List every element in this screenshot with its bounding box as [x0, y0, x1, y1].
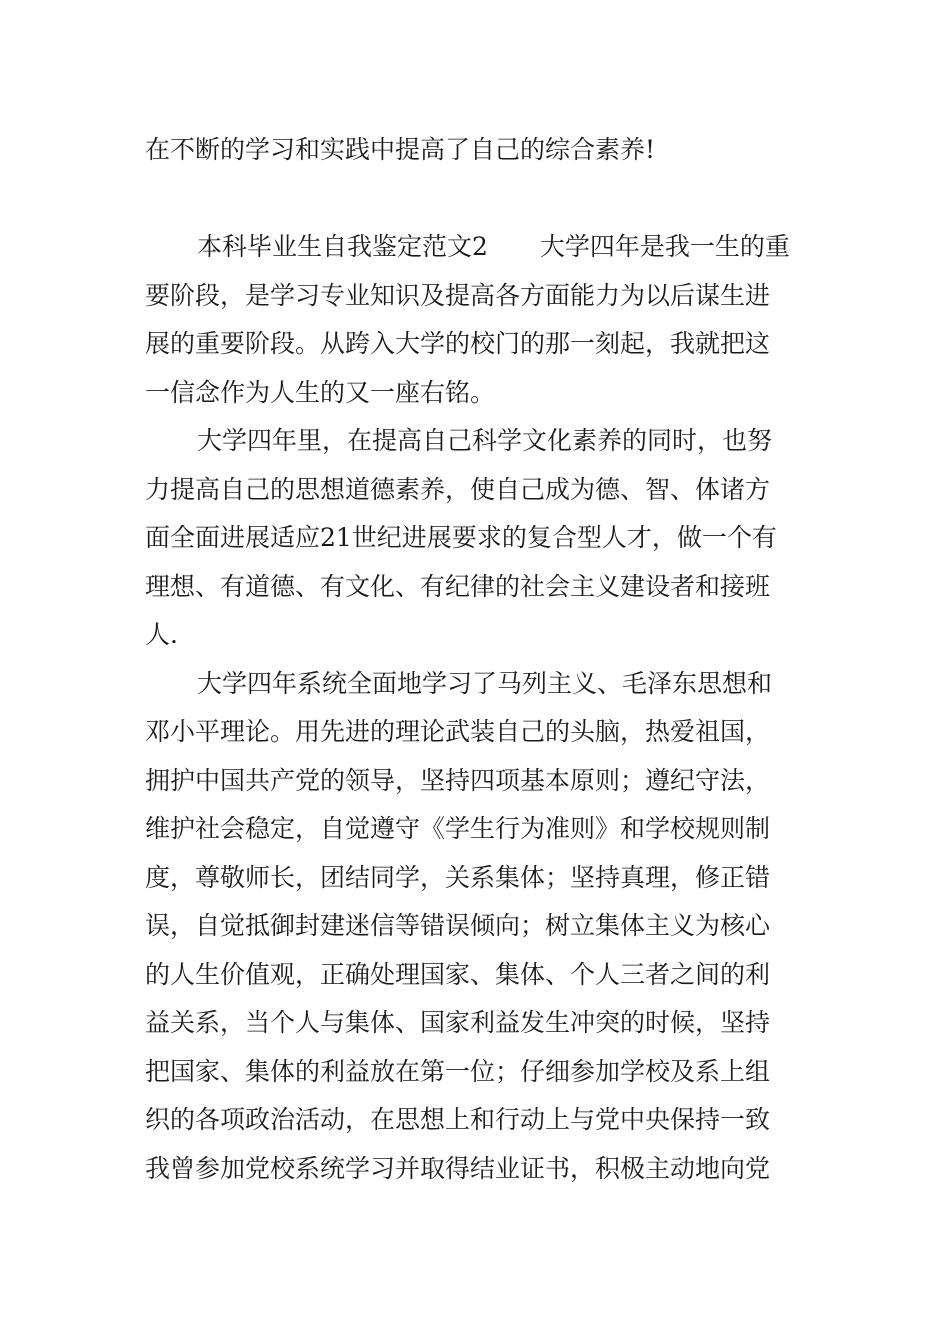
section-heading: 本科毕业生自我鉴定范文2 [197, 232, 488, 261]
heading-line [145, 223, 815, 272]
text-line: 展的重要阶段。从跨入大学的校门的那一刻起，我就把这 [145, 329, 771, 358]
paragraph-spacer [145, 175, 815, 224]
text-line: 拥护中国共产党的领导，坚持四项基本原则；遵纪守法， [145, 765, 771, 795]
text-line: 我曾参加党校系统学习并取得结业证书，积极主动地向党 [145, 1153, 771, 1183]
text-line: 的人生价值观，正确处理国家、集体、个人三者之间的利 [145, 959, 771, 989]
text-run: 大学四年是我一生的重 [539, 232, 790, 261]
text-line: 误，自觉抵御封建迷信等错误倾向；树立集体主义为核心 [145, 911, 771, 940]
text-line: 益关系，当个人与集体、国家利益发生冲突的时候，坚持 [145, 1008, 771, 1037]
text-line: 理想、有道德、有文化、有纪律的社会主义建设者和接班 [145, 571, 771, 601]
text-line: 维护社会稳定，自觉遵守《学生行为准则》和学校规则制 [145, 814, 771, 843]
text-line: 大学四年里，在提高自己科学文化素养的同时，也努 [197, 426, 773, 455]
text-line: 在不断的学习和实践中提高了自己的综合素养! [145, 135, 656, 164]
text-line: 度，尊敬师长，团结同学，关系集体；坚持真理，修正错 [145, 862, 771, 892]
text-line: 一信念作为人生的又一座右铭。 [145, 377, 496, 407]
text-line: 邓小平理论。用先进的理论武装自己的头脑，热爱祖国， [145, 717, 771, 746]
document-body [145, 126, 815, 1193]
text-line: 要阶段，是学习专业知识及提高各方面能力为以后谋生进 [145, 280, 771, 310]
text-line: 织的各项政治活动，在思想上和行动上与党中央保持一致 [145, 1105, 771, 1134]
text-line: 把国家、集体的利益放在第一位；仔细参加学校及系上组 [145, 1056, 771, 1086]
text-line: 人. [145, 620, 178, 649]
text-line: 面全面进展适应21世纪进展要求的复合型人才，做一个有 [145, 523, 777, 552]
text-line: 大学四年系统全面地学习了马列主义、毛泽东思想和 [197, 668, 773, 698]
text-line: 力提高自己的思想道德素养，使自己成为德、智、体诸方 [145, 474, 771, 504]
